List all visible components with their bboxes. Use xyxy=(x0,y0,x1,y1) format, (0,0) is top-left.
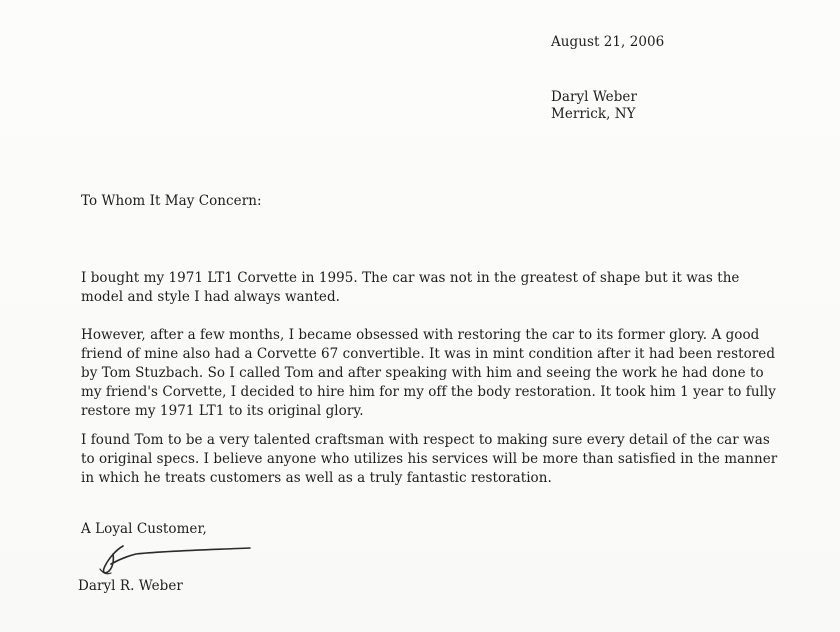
paragraph-line: to original specs. I believe anyone who utilizes his services will be more than satisfied in the manner xyxy=(81,451,778,467)
salutation: To Whom It May Concern: xyxy=(81,193,262,209)
signed-name: Daryl R. Weber xyxy=(78,578,183,594)
paragraph-line: I found Tom to be a very talented craftsman with respect to making sure every detail of the car was xyxy=(81,432,770,448)
paragraph-line: However, after a few months, I became obsessed with restoring the car to its former glory. A good xyxy=(81,327,760,343)
paragraph-1 xyxy=(81,269,739,307)
paragraph-line: restore my 1971 LT1 to its original glory. xyxy=(81,403,364,419)
paragraph-line: I bought my 1971 LT1 Corvette in 1995. The car was not in the greatest of shape but it was the xyxy=(81,270,740,286)
paragraph-3 xyxy=(81,431,777,488)
paragraph-line: in which he treats customers as well as a truly fantastic restoration. xyxy=(81,470,552,486)
paragraph-2 xyxy=(81,326,776,421)
letter-date: August 21, 2006 xyxy=(551,34,665,50)
paragraph-line: by Tom Stuzbach. So I called Tom and after speaking with him and seeing the work he had done to xyxy=(81,365,764,381)
handwritten-signature xyxy=(92,538,257,580)
sender-location: Merrick, NY xyxy=(551,106,636,122)
closing: A Loyal Customer, xyxy=(81,521,207,537)
paragraph-line: friend of mine also had a Corvette 67 convertible. It was in mint condition after it had been restored xyxy=(81,346,776,362)
sender-name: Daryl Weber xyxy=(551,89,637,105)
paragraph-line: my friend's Corvette, I decided to hire him for my off the body restoration. It took him 1 year to fully xyxy=(81,384,776,400)
paragraph-line: model and style I had always wanted. xyxy=(81,289,340,305)
